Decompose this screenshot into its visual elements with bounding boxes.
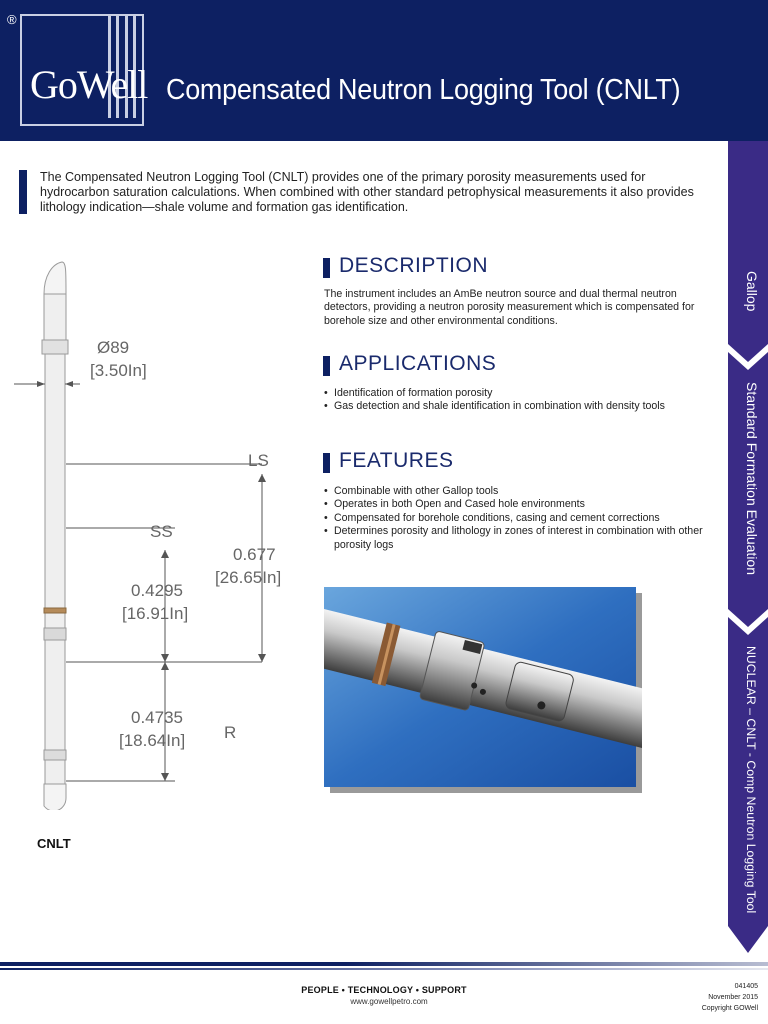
list-item: • Identification of formation porosity xyxy=(324,387,493,399)
heading-accent xyxy=(323,453,330,473)
drawing-caption: CNLT xyxy=(37,836,71,851)
r-value: 0.4735 xyxy=(131,708,183,727)
tab-nuclear-cnlt-label: NUCLEAR – CNLT - Comp Neutron Logging Tool xyxy=(744,646,758,914)
list-item: • Determines porosity and lithology in zones of interest in combination with other porosity logs xyxy=(324,525,703,551)
r-label: R xyxy=(224,723,237,742)
tool-body xyxy=(42,262,68,810)
applications-heading-text: APPLICATIONS xyxy=(339,352,497,375)
description-text: The instrument includes an AmBe neutron source and dual thermal neutron detectors, providing a neutron porosity measurement which is compensated for borehole size and other environmental conditions. xyxy=(324,288,695,327)
logo-text: GoWell xyxy=(30,62,148,107)
features-list xyxy=(324,485,704,552)
description-heading-text: DESCRIPTION xyxy=(339,254,489,277)
ss-value-inch: [16.91In] xyxy=(122,604,189,623)
footer-website: www.gowellpetro.com xyxy=(350,997,428,1006)
tab-standard-formation-evaluation-label: Standard Formation Evaluation xyxy=(744,382,760,575)
ls-value-inch: [26.65In] xyxy=(215,568,282,587)
gowell-logo xyxy=(20,14,148,126)
ss-label: SS xyxy=(150,522,173,541)
diameter-label: Ø89 xyxy=(97,338,130,357)
tool-drawing xyxy=(0,250,320,810)
tab-gallop[interactable] xyxy=(728,141,768,362)
footer-meta xyxy=(702,981,758,1014)
ls-label: LS xyxy=(248,451,269,470)
doc-date: November 2015 xyxy=(708,994,758,1001)
list-item: • Operates in both Open and Cased hole environments xyxy=(324,498,585,511)
footer-tagline: PEOPLE • TECHNOLOGY • SUPPORT xyxy=(301,985,467,995)
registered-mark: ® xyxy=(7,12,17,27)
diameter-inch-label: [3.50In] xyxy=(90,361,147,380)
doc-code: 041405 xyxy=(734,983,758,990)
footer-rule xyxy=(0,962,768,972)
ss-value: 0.4295 xyxy=(131,581,183,600)
list-item: • Combinable with other Gallop tools xyxy=(324,485,499,497)
doc-copyright: Copyright GOWell xyxy=(701,1005,758,1012)
header-banner xyxy=(0,0,768,141)
heading-accent xyxy=(323,258,330,278)
features-heading-text: FEATURES xyxy=(339,449,454,472)
list-item: • Gas detection and shale identification in combination with density tools xyxy=(324,400,665,413)
applications-list xyxy=(324,387,704,414)
tab-gallop-label: Gallop xyxy=(744,271,760,312)
list-item: • Compensated for borehole conditions, casing and cement corrections xyxy=(324,511,660,524)
page-title: Compensated Neutron Logging Tool (CNLT) xyxy=(166,74,681,106)
heading-accent xyxy=(323,356,330,376)
intro-paragraph: The Compensated Neutron Logging Tool (CNLT) provides one of the primary porosity measurements used for hydrocarbon saturation calculations. When combined with other standard petrophysical measurements it also provides lithology indication—shale volume and formation gas identification. xyxy=(40,170,694,214)
tool-photo xyxy=(324,587,642,793)
r-value-inch: [18.64In] xyxy=(119,731,186,750)
ls-value: 0.677 xyxy=(233,545,276,564)
intro-accent-bar xyxy=(19,170,27,214)
